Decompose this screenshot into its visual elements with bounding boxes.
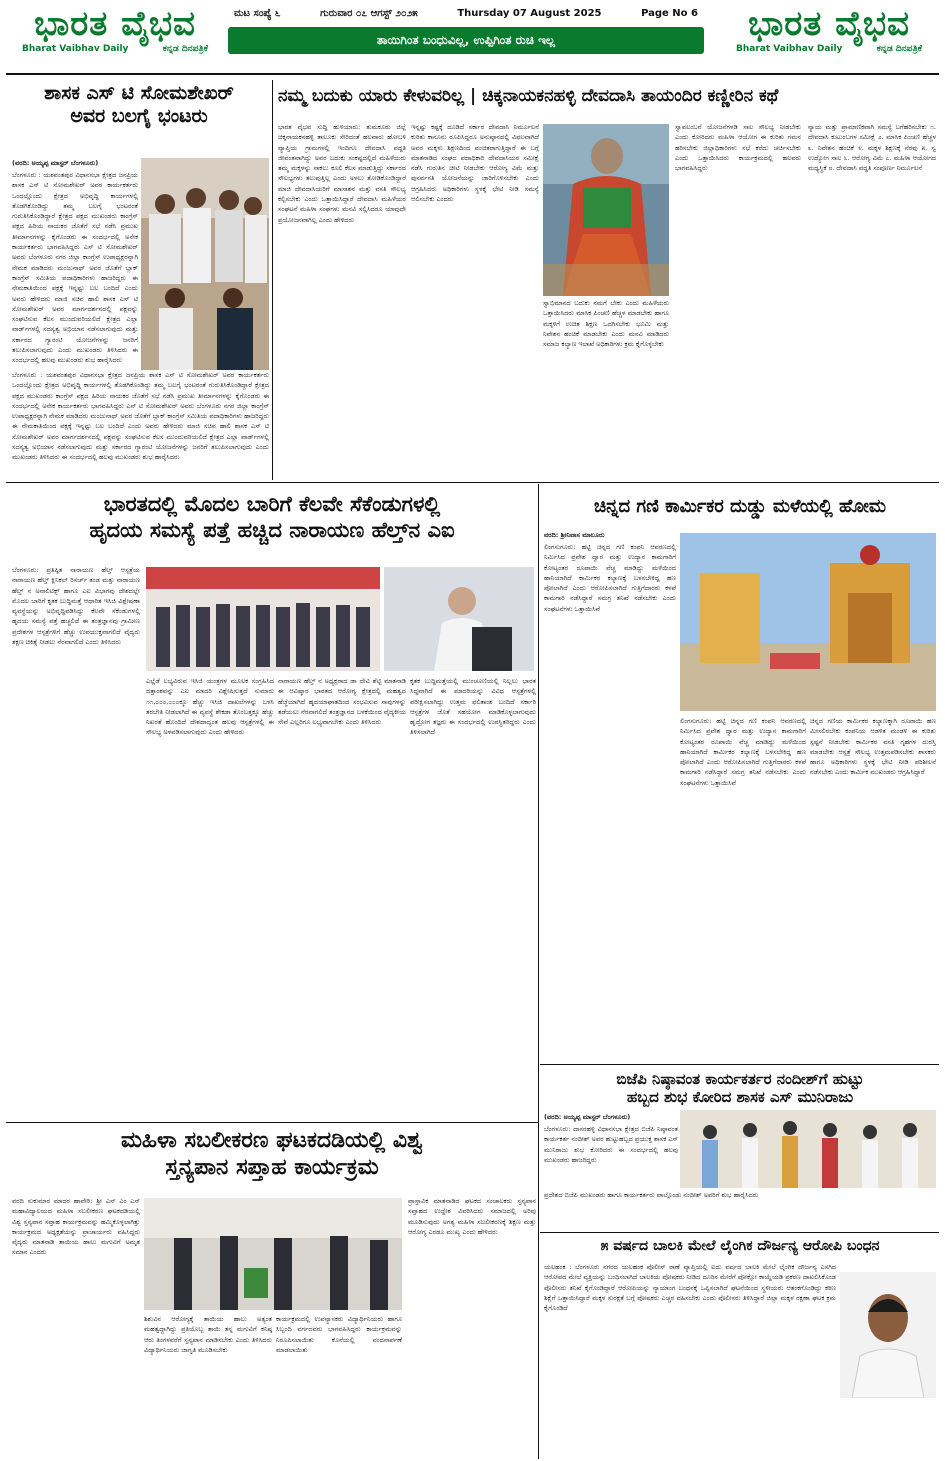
headline-line: ಹೃದಯ ಸಮಸ್ಯೆ ಪತ್ತೆ ಹಚ್ಚಿದ ನಾರಾಯಣ ಹೆಲ್ತ್‌ನ ಎಐ [89, 517, 455, 542]
article-body [278, 122, 406, 478]
article-dateline [544, 530, 676, 542]
masthead-logo-right [722, 4, 936, 70]
newspaper-title: ಭಾರತ ವೈಭವ [34, 4, 196, 44]
article-text: ಇನ್ನಷ್ಟು ಕಷ್ಟಕ್ಕೆ ದೂಡಿದೆ ಸರ್ಕಾರ ದೇವದಾಸಿ ನಿರ್ಮೂಲನೆ ಕುರಿತು ಕಾನೂನು ರೂಪಿಸಿದ್ದರೂ ಅನುಷ್ಠಾನದಲ್ಲಿ ವಿಫಲವಾಗಿದೆ ಅವರ ಮಕ್ಕಳು ಶಿಕ್ಷಣದಿಂದ ವಂಚಿತರಾಗುತ್ತಿದ್ದಾರೆ ಈ ಬಗ್ಗೆ ಮಾತನಾಡಿದ ಸಂಘದ ಪದಾಧಿಕಾರಿ ದೇವದಾಸಿಯರ ಸಮೀಕ್ಷೆ ನಡೆಸಿ ಗುರುತಿನ ಚೀಟಿ ನೀಡಬೇಕು ಆರೋಗ್ಯ ವಿಮೆ ಮತ್ತು ಪುನರ್ವಸತಿ ಯೋಜನೆಯನ್ನು ಜಾರಿಗೊಳಿಸಬೇಕು ಎಂದು ಆಗ್ರಹಿಸಿದರು ಅಧಿಕಾರಿಗಳು ಸ್ಥಳಕ್ಕೆ ಭೇಟಿ ನೀಡಿ ಸಮಸ್ಯೆ ಆಲಿಸಬೇಕು ಎಂದರು [411, 123, 539, 204]
article-text: ಕೃತಕ ಬುದ್ಧಿಮತ್ತೆಯಲ್ಲಿ ಮುಂಚೂಣಿಯಲ್ಲಿ ನಿಲ್ಲಲು ಭಾರತ ಸಿದ್ಧವಾಗಿದೆ ಈ ಮಾದರಿಯನ್ನು ವಿವಿಧ ಆಸ್ಪತ್ರೆಗಳಲ್ಲಿ ಪರೀಕ್ಷಿಸಲಾಗಿದ್ದು ಉತ್ತಮ ಫಲಿತಾಂಶ ಬಂದಿದೆ ಸರ್ಕಾರಿ ಆಸ್ಪತ್ರೆಗಳ ಜೊತೆ ಸಹಯೋಗ ಮಾಡಿಕೊಳ್ಳಲಾಗುವುದು ಹೃದ್ರೋಗ ತಜ್ಞರು ಈ ಸಂದರ್ಭದಲ್ಲಿ ಉಪಸ್ಥಿತರಿದ್ದರು ಎಂದು ತಿಳಿಸಲಾಗಿದೆ [410, 677, 536, 737]
newspaper-subtitle-en: Bharat Vaibhav Daily [22, 44, 129, 54]
newspaper-title: ಭಾರತ ವೈಭವ [748, 4, 910, 44]
date-kannada: ಗುರುವಾರ ೦೭ ಆಗಸ್ಟ್ ೨೦೨೫ [320, 8, 418, 19]
article-body [12, 565, 140, 1120]
newspaper-subtitle-kn: ಕನ್ನಡ ದಿನಪತ್ರಿಕೆ [162, 44, 208, 54]
headline-line: ಶಾಸಕ ಎಸ್ ಟಿ ಸೋಮಶೇಖರ್ [44, 82, 234, 104]
article-text: ಬೆಂಗಳೂರು : ಯಶವಂತಪುರ ವಿಧಾನಸಭಾ ಕ್ಷೇತ್ರದ ಜನಪ್ರಿಯ ಶಾಸಕ ಎಸ್ ಟಿ ಸೋಮಶೇಖರ್ ಅವರ ಕಾರ್ಯಕರ್ತರು ಒಂದಲ್ಲೊಂದು ಕ್ಷೇತ್ರದ ಅಭಿವೃದ್ಧಿ ಕಾರ್ಯಗಳಲ್ಲಿ ತೊಡಗಿಕೊಂಡಿದ್ದು ತಮ್ಮ ಬಲಗೈ ಭಂಟರಂತೆ ಗುರುತಿಸಿಕೊಂಡಿದ್ದಾರೆ ಕ್ಷೇತ್ರದ ಪಕ್ಷದ ಮುಖಂಡರು ಕಾಂಗ್ರೆಸ್ ಪಕ್ಷದ ಹಿರಿಯ ನಾಯಕರ ಜೊತೆಗೆ ಸಭೆ ನಡೆಸಿ ಪ್ರಮುಖ ತೀರ್ಮಾನಗಳನ್ನು ಕೈಗೊಂಡರು ಈ ಸಂದರ್ಭದಲ್ಲಿ ಅನೇಕ ಕಾರ್ಯಕರ್ತರು ಭಾಗವಹಿಸಿದ್ದರು ಎಸ್ ಟಿ ಸೋಮಶೇಖರ್ ಅವರು ಬೆಂಗಳೂರು ನಗರ ಜಿಲ್ಲಾ ಕಾಂಗ್ರೆಸ್ ಉಪಾಧ್ಯಕ್ಷರನ್ನಾಗಿ ನೇಮಕ ಮಾಡಿದರು ಮಂಜುನಾಥ್ ಅವರ ಜೊತೆಗೆ ಬ್ಲಾಕ್ ಕಾಂಗ್ರೆಸ್ ಸಮಿತಿಯ ಪದಾಧಿಕಾರಿಗಳು ಹಾಜರಿದ್ದರು ಈ ನೇಮಕಾತಿಯಿಂದ ಪಕ್ಷಕ್ಕೆ ಇನ್ನಷ್ಟು ಬಲ ಬಂದಿದೆ ಎಂದು ಅವರು ಹೇಳಿದರು ಮಾಜಿ ಸಚಿವ ಹಾಲಿ ಶಾಸಕ ಎಸ್ ಟಿ ಸೋಮಶೇಖರ್ ಅವರ ಮಾರ್ಗದರ್ಶನದಲ್ಲಿ ಪಕ್ಷವನ್ನು ಸಂಘಟಿಸುವ ಕೆಲಸ ಮುಂದುವರಿಯಲಿದೆ ಕ್ಷೇತ್ರದ ಎಲ್ಲಾ ವಾರ್ಡ್‌ಗಳಲ್ಲಿ ಸದಸ್ಯತ್ವ ಅಭಿಯಾನ ನಡೆಸಲಾಗುವುದು ಮತ್ತು ಸರ್ಕಾರದ ಗ್ಯಾರಂಟಿ ಯೋಜನೆಗಳನ್ನು ಜನರಿಗೆ ತಲುಪಿಸಲಾಗುವುದು ಎಂದು ಮುಖಂಡರು ತಿಳಿಸಿದರು ಈ ಸಂದರ್ಭದಲ್ಲಿ ಹಲವು ಮುಖಂಡರು ಶುಭ ಹಾರೈಸಿದರು [12, 171, 138, 365]
headline-line: ಬಿಜೆಪಿ ನಿಷ್ಠಾವಂತ ಕಾರ್ಯಕರ್ತರ ನಂದೀಶ್‌ಗೆ ಹುಟ್ಟು [616, 1070, 864, 1088]
headline-line: ಭಾರತದಲ್ಲಿ ಮೊದಲ ಬಾರಿಗೆ ಕೆಲವೇ ಸೆಕೆಂಡುಗಳಲ್ಲಿ [103, 492, 441, 516]
article-body [278, 676, 406, 1121]
article-text: ಬೆಂಗಳೂರು: ದಾಸರಹಳ್ಳಿ ವಿಧಾನಸಭಾ ಕ್ಷೇತ್ರದ ಬಿಜೆಪಿ ನಿಷ್ಠಾವಂತ ಕಾರ್ಯಕರ್ತ ನಂದೀಶ್ ಅವರ ಹುಟ್ಟುಹಬ್ಬದ ಪ್ರಯುಕ್ತ ಶಾಸಕ ಎಸ್ ಮುನಿರಾಜು ಶುಭ ಕೋರಿದರು ಈ ಸಂದರ್ಭದಲ್ಲಿ ಹಲವು ಮುಖಂಡರು ಹಾಜರಿದ್ದರು [544, 1125, 678, 1164]
section-rule [540, 1064, 939, 1065]
article-text: ಸ್ವಾಭಿಮಾನದ ಬದುಕು ನಮಗೆ ಬೇಕು ಎಂದು ಮಹಿಳೆಯರು ಒತ್ತಾಯಿಸಿದರು ಮಾಸಿಕ ಪಿಂಚಣಿ ಹೆಚ್ಚಳ ಮಾಡಬೇಕು ಹಾಗೂ ಮಕ್ಕಳಿಗೆ ಉಚಿತ ಶಿಕ್ಷಣ ಒದಗಿಸಬೇಕು ಭೂಮಿ ಮತ್ತು ನಿವೇಶನ ಹಂಚಿಕೆ ಮಾಡಬೇಕು ಎಂದು ಮನವಿ ಮಾಡಿದರು ಸಮಾಜ ಕಲ್ಯಾಣ ಇಲಾಖೆ ಅಧಿಕಾರಿಗಳು ಕ್ರಮ ಕೈಗೊಳ್ಳಬೇಕು [543, 299, 669, 349]
masthead-logo-left [8, 4, 222, 70]
article-headline-muniraju [542, 1070, 938, 1107]
photo-devadasi-woman [543, 124, 669, 296]
photo-accused [840, 1272, 936, 1398]
article-text: ಪ್ರಾಸ್ತಾವಿಕ ಮಾತನಾಡಿದ ಘಟಕದ ಸಂಚಾಲಕರು ಸ್ತನ್ಯಪಾನ ಸಪ್ತಾಹದ ಉದ್ದೇಶ ವಿವರಿಸಿದರು ಸಮಾಜದಲ್ಲಿ ಅರಿವು ಮೂಡಿಸುವುದು ಅಗತ್ಯ ಮಹಿಳಾ ಸಬಲೀಕರಣಕ್ಕೆ ಶಿಕ್ಷಣ ಮತ್ತು ಆರೋಗ್ಯ ಎರಡೂ ಮುಖ್ಯ ಎಂದು ಹೇಳಿದರು [408, 1197, 536, 1236]
article-text: ಸ್ವಾವಲಂಬನೆ ಯೋಜನೆಗಳಡಿ ಸಾಲ ಸೌಲಭ್ಯ ನೀಡಬೇಕು ಎಂದು ಕೋರಿದರು ಮಹಿಳಾ ಆಯೋಗ ಈ ಕುರಿತು ಗಮನ ಹರಿಸಬೇಕು ಜಿಲ್ಲಾಧಿಕಾರಿಗಳು ಸಭೆ ಕರೆದು ಚರ್ಚಿಸಬೇಕು ಎಂದು ಒತ್ತಾಯಿಸಿದರು ಕಾರ್ಯಕ್ರಮದಲ್ಲಿ ಹಲವರು ಭಾಗವಹಿಸಿದ್ದರು [675, 123, 801, 173]
article-text: ಪ್ರದೇಶದ ಬಿಜೆಪಿ ಮುಖಂಡರು ಹಾಗೂ ಕಾರ್ಯಕರ್ತರು ಪಾಲ್ಗೊಂಡು ನಂದೀಶ್ ಅವರಿಗೆ ಶುಭ ಹಾರೈಸಿದರು [544, 1191, 759, 1199]
article-body [808, 122, 936, 478]
article-text: ಚಿನ್ನದ ಗಣಿಯ ಕಾರ್ಮಿಕರ ಕಲ್ಯಾಣಕ್ಕಾಗಿ ರೂಪಾಯಿ ಹಣ ಮೀಸಲಿರಬೇಕು ಕಂಪನಿಯ ಆಡಳಿತ ಮಂಡಳಿ ಈ ಕುರಿತು ಸ್ಪಷ್ಟನೆ ನೀಡಬೇಕು ಕಾರ್ಮಿಕರ ವಸತಿ ಗೃಹಗಳ ದುರಸ್ತಿ ಮಾಡಬೇಕು ಆಸ್ಪತ್ರೆ ಸೌಲಭ್ಯ ಉತ್ತಮಪಡಿಸಬೇಕು ಶಾಸಕರು ಹಾಗೂ ಅಧಿಕಾರಿಗಳು ಸ್ಥಳಕ್ಕೆ ಭೇಟಿ ನೀಡಿ ಪರಿಶೀಲನೆ ನಡೆಸಬೇಕು ಎಂದು ಕಾರ್ಮಿಕ ಮುಖಂಡರು ಆಗ್ರಹಿಸಿದ್ದಾರೆ [810, 717, 936, 777]
photo-group-doctors [146, 567, 380, 671]
headline-line: ಮಹಿಳಾ ಸಬಲೀಕರಣ ಘಟಕದಡಿಯಲ್ಲಿ ವಿಶ್ವ [120, 1128, 424, 1153]
headline-line: ಹಬ್ಬದ ಶುಭ ಕೋರಿದ ಶಾಸಕ ಎಸ್ ಮುನಿರಾಜು [626, 1088, 854, 1107]
column-divider [538, 484, 539, 1459]
article-headline-arrest: ೫ ವರ್ಷದ ಬಾಲಕಿ ಮೇಲೆ ಲೈಂಗಿಕ ದೌರ್ಜನ್ಯ ಆರೋಪಿ ಬಂಧನ [600, 1238, 880, 1254]
article-text: ನ್ಯಾಯ ಮತ್ತು ಪ್ರಾಮಾಣಿಕವಾಗಿ ಸಮಸ್ಯೆ ಬಗೆಹರಿಸಬೇಕು ೧. ದೇವದಾಸಿ ಕುಟುಂಬಗಳ ಸಮೀಕ್ಷೆ ೨. ಮಾಸಿಕ ಪಿಂಚಣಿ ಹೆಚ್ಚಳ ೩. ನಿವೇಶನ ಹಂಚಿಕೆ ೪. ಮಕ್ಕಳ ಶಿಕ್ಷಣಕ್ಕೆ ನೆರವು ೫. ಸ್ವ ಉದ್ಯೋಗ ಸಾಲ ೬. ಆರೋಗ್ಯ ವಿಮೆ ೭. ಮಹಿಳಾ ಆಯೋಗದ ಮಧ್ಯಸ್ಥಿಕೆ ೮. ದೇವದಾಸಿ ಪದ್ಧತಿ ಸಂಪೂರ್ಣ ನಿರ್ಮೂಲನೆ [808, 123, 936, 173]
article-body [12, 1196, 140, 1458]
section-rule [6, 482, 939, 483]
headline-line: ಸ್ತನ್ಯಪಾನ ಸಪ್ತಾಹ ಕಾರ್ಯಕ್ರಮ [165, 1154, 379, 1180]
section-rule [6, 1122, 538, 1123]
date-english: Thursday 07 August 2025 [457, 8, 602, 19]
headline-line: ಅವರ ಬಲಗೈ ಭಂಟರು [70, 105, 208, 128]
article-body [12, 170, 138, 370]
article-body [12, 370, 269, 478]
article-body [276, 1314, 402, 1458]
article-text: ಬೆಂಗಳೂರು: ಪ್ರತಿಷ್ಠಿತ ನಾರಾಯಣ ಹೆಲ್ತ್ ಆಸ್ಪತ್ರೆಯ ನಾರಾಯಣ ಹೆಲ್ತ್ ಕ್ಲಿನಿಕಲ್ ರಿಸರ್ಚ್ ತಂಡ ಮತ್ತು ನಾರಾಯಣ ಹೆಲ್ತ್ ನ ಅನಾಲಿಟಿಕ್ಸ್ ಹಾಗೂ ಎಐ ವಿಭಾಗವು ದೇಶದಲ್ಲೇ ಮೊದಲ ಬಾರಿಗೆ ಕೃತಕ ಬುದ್ಧಿಮತ್ತೆ ಆಧಾರಿತ ಇಸಿಜಿ ವಿಶ್ಲೇಷಣಾ ವ್ಯವಸ್ಥೆಯನ್ನು ಅಭಿವೃದ್ಧಿಪಡಿಸಿದ್ದು ಕೆಲವೇ ಸೆಕೆಂಡುಗಳಲ್ಲಿ ಹೃದಯ ಸಮಸ್ಯೆ ಪತ್ತೆ ಹಚ್ಚಲಿದೆ ಈ ತಂತ್ರಜ್ಞಾನವು ಗ್ರಾಮೀಣ ಪ್ರದೇಶಗಳ ಆಸ್ಪತ್ರೆಗಳಿಗೆ ಹೆಚ್ಚು ಉಪಯುಕ್ತವಾಗಲಿದೆ ವೈದ್ಯರು ತಕ್ಷಣ ಚಿಕಿತ್ಸೆ ನೀಡಲು ನೆರವಾಗಲಿದೆ ಎಂದು ತಿಳಿಸಿದರು [12, 566, 140, 647]
article-text: ಕಾರ್ಯಕ್ರಮದಲ್ಲಿ ಉಪನ್ಯಾಸಕರು ವಿದ್ಯಾರ್ಥಿನಿಯರು ಹಾಗೂ ಸಿಬ್ಬಂದಿ ವರ್ಗದವರು ಭಾಗವಹಿಸಿದ್ದರು ಕಾರ್ಯಕ್ರಮವನ್ನು ನಿರೂಪಿಸಲಾಯಿತು ಕೊನೆಯಲ್ಲಿ ವಂದನಾರ್ಪಣೆ ಮಾಡಲಾಯಿತು [276, 1315, 402, 1354]
issue-number: ಮಟ ಸಂಪ್ಯೆ ೬ [234, 8, 281, 19]
article-body [675, 122, 801, 478]
photo-college-event [144, 1198, 402, 1310]
article-headline-mine: ಚಿನ್ನದ ಗಣಿ ಕಾರ್ಮಿಕರ ದುಡ್ಡು ಮಳೆಯಲ್ಲಿ ಹೋಮ [593, 496, 887, 517]
article-body [144, 1314, 272, 1458]
section-rule [540, 1232, 939, 1233]
article-body [146, 676, 274, 1121]
article-body [544, 1124, 678, 1182]
article-text: ಬೆಂಗಳೂರು : ಯಶವಂತಪುರ ವಿಧಾನಸಭಾ ಕ್ಷೇತ್ರದ ಜನಪ್ರಿಯ ಶಾಸಕ ಎಸ್ ಟಿ ಸೋಮಶೇಖರ್ ಅವರ ಕಾರ್ಯಕರ್ತರು ಒಂದಲ್ಲೊಂದು ಕ್ಷೇತ್ರದ ಅಭಿವೃದ್ಧಿ ಕಾರ್ಯಗಳಲ್ಲಿ ತೊಡಗಿಕೊಂಡಿದ್ದು ತಮ್ಮ ಬಲಗೈ ಭಂಟರಂತೆ ಗುರುತಿಸಿಕೊಂಡಿದ್ದಾರೆ ಕ್ಷೇತ್ರದ ಪಕ್ಷದ ಮುಖಂಡರು ಕಾಂಗ್ರೆಸ್ ಪಕ್ಷದ ಹಿರಿಯ ನಾಯಕರ ಜೊತೆಗೆ ಸಭೆ ನಡೆಸಿ ಪ್ರಮುಖ ತೀರ್ಮಾನಗಳನ್ನು ಕೈಗೊಂಡರು ಈ ಸಂದರ್ಭದಲ್ಲಿ ಅನೇಕ ಕಾರ್ಯಕರ್ತರು ಭಾಗವಹಿಸಿದ್ದರು ಎಸ್ ಟಿ ಸೋಮಶೇಖರ್ ಅವರು ಬೆಂಗಳೂರು ನಗರ ಜಿಲ್ಲಾ ಕಾಂಗ್ರೆಸ್ ಉಪಾಧ್ಯಕ್ಷರನ್ನಾಗಿ ನೇಮಕ ಮಾಡಿದರು ಮಂಜುನಾಥ್ ಅವರ ಜೊತೆಗೆ ಬ್ಲಾಕ್ ಕಾಂಗ್ರೆಸ್ ಸಮಿತಿಯ ಪದಾಧಿಕಾರಿಗಳು ಹಾಜರಿದ್ದರು ಈ ನೇಮಕಾತಿಯಿಂದ ಪಕ್ಷಕ್ಕೆ ಇನ್ನಷ್ಟು ಬಲ ಬಂದಿದೆ ಎಂದು ಅವರು ಹೇಳಿದರು ಮಾಜಿ ಸಚಿವ ಹಾಲಿ ಶಾಸಕ ಎಸ್ ಟಿ ಸೋಮಶೇಖರ್ ಅವರ ಮಾರ್ಗದರ್ಶನದಲ್ಲಿ ಪಕ್ಷವನ್ನು ಸಂಘಟಿಸುವ ಕೆಲಸ ಮುಂದುವರಿಯಲಿದೆ ಕ್ಷೇತ್ರದ ಎಲ್ಲಾ ವಾರ್ಡ್‌ಗಳಲ್ಲಿ ಸದಸ್ಯತ್ವ ಅಭಿಯಾನ ನಡೆಸಲಾಗುವುದು ಮತ್ತು ಸರ್ಕಾರದ ಗ್ಯಾರಂಟಿ ಯೋಜನೆಗಳನ್ನು ಜನರಿಗೆ ತಲುಪಿಸಲಾಗುವುದು ಎಂದು ಮುಖಂಡರು ತಿಳಿಸಿದರು ಈ ಸಂದರ್ಭದಲ್ಲಿ ಹಲವು ಮುಖಂಡರು ಶುಭ ಹಾರೈಸಿದರು [12, 371, 269, 462]
article-dateline [544, 1112, 678, 1124]
photo-speaker-podium [384, 567, 534, 671]
photo-politicians [141, 158, 269, 370]
article-body [411, 122, 539, 478]
article-text: ಭಾರತ ವೈಭವ ಸುದ್ದಿ ಹುಳಿಯಾರು: ತುಮಕೂರು ಜಿಲ್ಲೆ ಚಿಕ್ಕನಾಯಕನಹಳ್ಳಿ ತಾಲೂಕು ಸೇರಿದಂತೆ ಹಲವಾರು ಹೋಬಳಿ ವ್ಯಾಪ್ತಿಯ ಗ್ರಾಮಗಳಲ್ಲಿ ಇಂದಿಗೂ ದೇವದಾಸಿ ಪದ್ಧತಿ ಜೀವಂತವಾಗಿದ್ದು ಅವರ ಬದುಕು ಸಂಕಷ್ಟದಲ್ಲಿದೆ ಮಹಿಳೆಯರು ತಮ್ಮ ಮಕ್ಕಳನ್ನು ಸಾಕಲು ಕೂಲಿ ಕೆಲಸ ಮಾಡುತ್ತಿದ್ದು ಸರ್ಕಾರದ ಸೌಲಭ್ಯಗಳು ತಲುಪುತ್ತಿಲ್ಲ ಎಂದು ಅಳಲು ತೋಡಿಕೊಂಡಿದ್ದಾರೆ ಮಾಜಿ ದೇವದಾಸಿಯರಿಗೆ ಮಾಸಾಶನ ಮತ್ತು ವಸತಿ ಸೌಲಭ್ಯ ಕಲ್ಪಿಸಬೇಕು ಎಂದು ಒತ್ತಾಯಿಸಿದ್ದಾರೆ ದೇವದಾಸಿ ಮಹಿಳೆಯರ ಸಂಘಟನೆ ಮಹಿಳಾ ಸಂಘಗಳು ಮನವಿ ಸಲ್ಲಿಸಿದರೂ ಯಾವುದೇ ಪ್ರಯೋಜನವಾಗಿಲ್ಲ ಎಂದು ಹೇಳಿದರು [278, 123, 406, 224]
article-dateline [12, 158, 138, 170]
article-body [410, 676, 536, 1121]
article-text: ವರದಿ ಸುಕುಮಾರ ಮಾದರ ಹಾವೇರಿ: ಶ್ರೀ ಎಸ್ ಎಂ ಎಸ್ ಮಹಾವಿದ್ಯಾಲಯದ ಮಹಿಳಾ ಸಬಲೀಕರಣ ಘಟಕದಡಿಯಲ್ಲಿ ವಿಶ್ವ ಸ್ತನ್ಯಪಾನ ಸಪ್ತಾಹ ಕಾರ್ಯಕ್ರಮವನ್ನು ಹಮ್ಮಿಕೊಳ್ಳಲಾಗಿತ್ತು ಕಾರ್ಯಕ್ರಮದ ಅಧ್ಯಕ್ಷತೆಯನ್ನು ಪ್ರಾಚಾರ್ಯರು ವಹಿಸಿದ್ದರು ವೈದ್ಯರು ಮಾತನಾಡಿ ತಾಯಿಯ ಹಾಲು ಮಗುವಿಗೆ ಅಮೃತ ಸಮಾನ ಎಂದರು [12, 1197, 140, 1257]
article-text: ಲಿಂಗಸುಗೂರು: ಹಟ್ಟಿ ಚಿನ್ನದ ಗಣಿ ಕಂಪನಿ ಆವರಣದಲ್ಲಿ ನಿರ್ಮಿಸಿದ ಪ್ರವೇಶ ದ್ವಾರ ಮತ್ತು ಉದ್ಯಾನ ಕಾಮಗಾರಿಗೆ ಕೋಟ್ಯಂತರ ರೂಪಾಯಿ ವೆಚ್ಚ ಮಾಡಿದ್ದು ಮಳೆಯಿಂದ ಹಾನಿಯಾಗಿದೆ ಕಾರ್ಮಿಕರ ಕಲ್ಯಾಣಕ್ಕೆ ಬಳಸಬೇಕಿದ್ದ ಹಣ ಪೋಲಾಗಿದೆ ಎಂದು ಆರೋಪಿಸಲಾಗಿದೆ ಗುತ್ತಿಗೆದಾರರು ಕಳಪೆ ಕಾಮಗಾರಿ ನಡೆಸಿದ್ದಾರೆ ಸಮಗ್ರ ತನಿಖೆ ನಡೆಸಬೇಕು ಎಂದು ಸಂಘಟನೆಗಳು ಒತ್ತಾಯಿಸಿವೆ [680, 717, 806, 787]
dateline: (ವರದಿ: ಅಯ್ಯಪ್ಪ ಮಾಸ್ಟರ್ ಬೆಂಗಳೂರು) [544, 1113, 631, 1121]
article-body [544, 1190, 936, 1230]
article-body [544, 1262, 836, 1458]
article-body [408, 1196, 536, 1458]
dateline: ವರದಿ: ಶ್ರೀನಿವಾಸ ಮಾಲೂರು [544, 531, 605, 539]
newspaper-subtitle-kn: ಕನ್ನಡ ದಿನಪತ್ರಿಕೆ [876, 44, 922, 54]
article-body [810, 716, 936, 1062]
masthead-rule [6, 73, 939, 75]
article-text: ಯಲಹಂಕ : ಬೆಂಗಳೂರು ನಗರದ ಯಲಹಂಕ ಪೊಲೀಸ್ ಠಾಣೆ ವ್ಯಾಪ್ತಿಯಲ್ಲಿ ಐದು ವರ್ಷದ ಬಾಲಕಿ ಮೇಲೆ ಲೈಂಗಿಕ ದೌರ್ಜನ್ಯ ಎಸಗಿದ ಆರೋಪದ ಮೇಲೆ ವ್ಯಕ್ತಿಯನ್ನು ಬಂಧಿಸಲಾಗಿದೆ ಬಾಲಕಿಯ ಪೋಷಕರು ನೀಡಿದ ದೂರಿನ ಮೇರೆಗೆ ಪೋಕ್ಸೋ ಕಾಯ್ದೆಯಡಿ ಪ್ರಕರಣ ದಾಖಲಿಸಿಕೊಂಡ ಪೊಲೀಸರು ತನಿಖೆ ಕೈಗೊಂಡಿದ್ದಾರೆ ಆರೋಪಿಯನ್ನು ನ್ಯಾಯಾಂಗ ಬಂಧನಕ್ಕೆ ಒಪ್ಪಿಸಲಾಗಿದೆ ಘಟನೆಯಿಂದ ಸ್ಥಳೀಯರು ಆತಂಕಗೊಂಡಿದ್ದು ಕಠಿಣ ಶಿಕ್ಷೆಗೆ ಒತ್ತಾಯಿಸಿದ್ದಾರೆ ಮಕ್ಕಳ ಸುರಕ್ಷತೆ ಬಗ್ಗೆ ಪೋಷಕರು ಎಚ್ಚರ ವಹಿಸಬೇಕು ಎಂದು ಪೊಲೀಸರು ತಿಳಿಸಿದ್ದಾರೆ ಜಿಲ್ಲಾ ಮಕ್ಕಳ ರಕ್ಷಣಾ ಘಟಕ ಕ್ರಮ ಕೈಗೊಂಡಿದೆ [544, 1263, 836, 1313]
article-body [544, 542, 676, 1062]
article-body [543, 298, 669, 478]
article-headline-mahila [8, 1128, 536, 1182]
dateline: (ವರದಿ: ಅಯ್ಯಪ್ಪ ಮಾಸ್ಟರ್ ಬೆಂಗಳೂರು) [12, 159, 99, 167]
column-divider [272, 80, 273, 480]
tagline: ತಾಯಿಗಿಂತ ಬಂಧುವಿಲ್ಲ, ಉಪ್ಪಿಗಿಂತ ರುಚಿ ಇಲ್ಲ [228, 27, 704, 54]
masthead-center [228, 4, 704, 66]
newspaper-subtitle-en: Bharat Vaibhav Daily [736, 44, 843, 54]
article-text: ಲಿಂಗಸುಗೂರು: ಹಟ್ಟಿ ಚಿನ್ನದ ಗಣಿ ಕಂಪನಿ ಆವರಣದಲ್ಲಿ ನಿರ್ಮಿಸಿದ ಪ್ರವೇಶ ದ್ವಾರ ಮತ್ತು ಉದ್ಯಾನ ಕಾಮಗಾರಿಗೆ ಕೋಟ್ಯಂತರ ರೂಪಾಯಿ ವೆಚ್ಚ ಮಾಡಿದ್ದು ಮಳೆಯಿಂದ ಹಾನಿಯಾಗಿದೆ ಕಾರ್ಮಿಕರ ಕಲ್ಯಾಣಕ್ಕೆ ಬಳಸಬೇಕಿದ್ದ ಹಣ ಪೋಲಾಗಿದೆ ಎಂದು ಆರೋಪಿಸಲಾಗಿದೆ ಗುತ್ತಿಗೆದಾರರು ಕಳಪೆ ಕಾಮಗಾರಿ ನಡೆಸಿದ್ದಾರೆ ಸಮಗ್ರ ತನಿಖೆ ನಡೆಸಬೇಕು ಎಂದು ಸಂಘಟನೆಗಳು ಒತ್ತಾಯಿಸಿವೆ [544, 543, 676, 613]
article-text: ಶಿಶುವಿನ ಆರೋಗ್ಯಕ್ಕೆ ತಾಯಿಯ ಹಾಲು ಅತ್ಯಂತ ಮಹತ್ವದ್ದಾಗಿದ್ದು ಪ್ರತಿಯೊಬ್ಬ ತಾಯಿ ತನ್ನ ಮಗುವಿಗೆ ಕನಿಷ್ಠ ಆರು ತಿಂಗಳವರೆಗೆ ಸ್ತನ್ಯಪಾನ ಮಾಡಿಸಬೇಕು ಎಂದು ತಿಳಿಸಿದರು ವಿದ್ಯಾರ್ಥಿನಿಯರು ಜಾಗೃತಿ ಮೂಡಿಸಬೇಕು [144, 1315, 272, 1354]
article-headline-devadasi: ನಮ್ಮ ಬದುಕು ಯಾರು ಕೇಳುವರಿಲ್ಲ | ಚಿಕ್ಕನಾಯಕನಹಳ್ಳಿ ದೇವದಾಸಿ ತಾಯಂದಿರ ಕಣ್ಣೀರಿನ ಕಥೆ [278, 86, 779, 106]
photo-mine-gate [680, 533, 936, 711]
article-headline-narayana [8, 492, 536, 543]
photo-birthday-wishes [680, 1110, 936, 1188]
page-number: Page No 6 [641, 8, 698, 19]
article-text: ನಾರಾಯಣ ಹೆಲ್ತ್ ನ ಅಧ್ಯಕ್ಷರಾದ ಡಾ ದೇವಿ ಶೆಟ್ಟಿ ಮಾತನಾಡಿ ಈ ಆವಿಷ್ಕಾರ ಭಾರತದ ಆರೋಗ್ಯ ಕ್ಷೇತ್ರದಲ್ಲಿ ಮಹತ್ವದ ಹೆಜ್ಜೆಯಾಗಿದೆ ಹೃದಯಾಘಾತದಿಂದ ಸಂಭವಿಸುವ ಸಾವುಗಳನ್ನು ತಡೆಯಲು ನೆರವಾಗಲಿದೆ ತಂತ್ರಜ್ಞಾನದ ಬಳಕೆಯಿಂದ ವೈದ್ಯಕೀಯ ಸೇವೆ ಎಲ್ಲರಿಗೂ ಲಭ್ಯವಾಗಬೇಕು ಎಂದು ತಿಳಿಸಿದರು [278, 677, 406, 727]
article-body [680, 716, 806, 1062]
article-text: ಎಲ್ಲೆಡೆ ಲಭ್ಯವಿರುವ ಇಸಿಜಿ ಯಂತ್ರಗಳ ಮೂಲಕ ಸಂಗ್ರಹಿಸಿದ ದತ್ತಾಂಶವನ್ನು ಎಐ ಮಾದರಿ ವಿಶ್ಲೇಷಿಸುತ್ತದೆ ಸುಮಾರು ೧೧,೦೦೦,೦೦೦ಕ್ಕೂ ಹೆಚ್ಚು ಇಸಿಜಿ ದಾಖಲೆಗಳನ್ನು ಬಳಸಿ ತರಬೇತಿ ನೀಡಲಾಗಿದೆ ಈ ವ್ಯವಸ್ಥೆ ಶೇಕಡಾ ತೊಂಬತ್ತಕ್ಕೂ ಹೆಚ್ಚು ನಿಖರತೆ ಹೊಂದಿದೆ ದೇಶದಾದ್ಯಂತ ಹಲವು ಆಸ್ಪತ್ರೆಗಳಲ್ಲಿ ಈ ಸೌಲಭ್ಯ ಅಳವಡಿಸಲಾಗುವುದು ಎಂದು ಹೇಳಿದರು [146, 677, 274, 737]
article-headline-somashekar [8, 82, 270, 128]
